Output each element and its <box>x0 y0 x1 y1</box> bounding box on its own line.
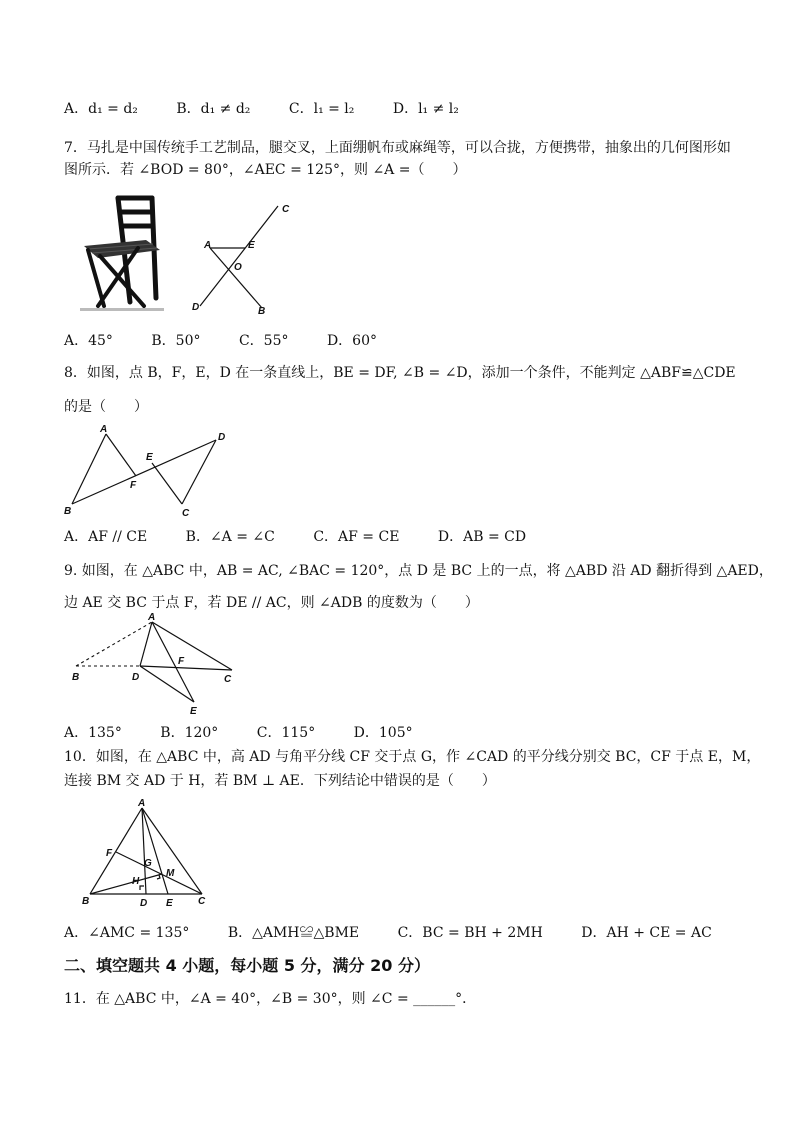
section-2-heading: 二、填空题共 4 小题，每小题 5 分，满分 20 分） <box>64 956 430 975</box>
q8-label-a: A <box>100 424 108 435</box>
q9-option-b[interactable]: B．120° <box>160 725 219 741</box>
q8-geometry-figure <box>60 420 240 520</box>
q8-label-e: E <box>146 452 153 463</box>
q10-label-h: H <box>132 876 140 887</box>
q10-option-a[interactable]: A．∠AMC = 135° <box>64 925 190 941</box>
q9-option-a[interactable]: A．135° <box>64 725 122 741</box>
q7-label-c: C <box>282 204 290 215</box>
q7-stem-line1: 7．马扎是中国传统手工艺制品，腿交叉，上面绷帆布或麻绳等，可以合拢，方便携带，抽象出的几何图形如 <box>64 140 731 156</box>
q8-option-c[interactable]: C．AF = CE <box>313 529 400 545</box>
q8-stem-line2: 的是（ ） <box>64 399 148 415</box>
q10-label-g: G <box>144 858 152 869</box>
q8-option-b[interactable]: B．∠A = ∠C <box>185 529 275 545</box>
q8-label-f: F <box>130 480 137 491</box>
q9-label-a: A <box>148 612 156 623</box>
q10-label-m: M <box>166 868 175 879</box>
q8-options <box>64 526 560 546</box>
q10-option-d[interactable]: D．AH + CE = AC <box>581 925 712 941</box>
q9-geometry-figure <box>64 612 244 716</box>
q7-option-d[interactable]: D．60° <box>326 333 377 349</box>
q7-options <box>64 330 411 350</box>
q7-label-e: E <box>248 240 255 251</box>
q6-option-b[interactable]: B．d₁ ≠ d₂ <box>176 101 251 117</box>
q9-stem-line1: 9. 如图，在 △ABC 中，AB = AC, ∠BAC = 120°，点 D 是 BC 上的一点，将 △ABD 沿 AD 翻折得到 △AED， <box>64 563 773 579</box>
q10-geometry-figure <box>76 796 216 916</box>
q9-option-c[interactable]: C．115° <box>256 725 316 741</box>
q10-label-e: E <box>166 898 173 909</box>
q10-label-c: C <box>198 896 206 907</box>
q10-stem-line2: 连接 BM 交 AD 于 H，若 BM ⊥ AE．下列结论中错误的是（ ） <box>64 773 496 789</box>
q9-options <box>64 722 447 742</box>
q7-option-a[interactable]: A．45° <box>64 333 113 349</box>
q10-label-d: D <box>140 898 148 909</box>
q7-stem-line2: 图所示．若 ∠BOD = 80°，∠AEC = 125°，则 ∠A =（ ） <box>64 162 467 178</box>
q8-label-d: D <box>218 432 226 443</box>
q9-option-d[interactable]: D．105° <box>353 725 413 741</box>
q9-label-f: F <box>178 656 185 667</box>
q10-option-b[interactable]: B．△AMH≌△BME <box>227 925 360 941</box>
q7-folding-stool-photo <box>78 190 168 314</box>
q7-geometry-figure <box>190 198 300 318</box>
q8-stem-line1: 8．如图，点 B，F，E，D 在一条直线上，BE = DF, ∠B = ∠D，添加一个条件，不能判定 △ABF≌△CDE <box>64 365 736 381</box>
q7-label-d: D <box>192 302 200 313</box>
q10-stem-line1: 10．如图，在 △ABC 中，高 AD 与角平分线 CF 交于点 G，作 ∠CAD 的平分线分别交 BC，CF 于点 E，M， <box>64 749 761 765</box>
q8-label-c: C <box>182 508 190 519</box>
q7-option-c[interactable]: C．55° <box>238 333 289 349</box>
q8-option-a[interactable]: A．AF // CE <box>64 529 148 545</box>
q7-label-o: O <box>234 262 242 273</box>
q10-label-a: A <box>138 798 146 809</box>
q11-stem: 11．在 △ABC 中，∠A = 40°，∠B = 30°，则 ∠C = ______°． <box>64 991 477 1007</box>
q8-option-d[interactable]: D．AB = CD <box>437 529 527 545</box>
q7-option-b[interactable]: B．50° <box>151 333 201 349</box>
q10-label-b: B <box>82 896 90 907</box>
q9-label-c: C <box>224 674 232 685</box>
q6-option-a[interactable]: A．d₁ = d₂ <box>64 101 138 117</box>
q7-label-a: A <box>204 240 212 251</box>
q6-options <box>64 98 493 118</box>
q10-label-f: F <box>106 848 113 859</box>
q10-option-c[interactable]: C．BC = BH + 2MH <box>397 925 543 941</box>
q9-label-e: E <box>190 706 197 716</box>
q8-label-b: B <box>64 506 72 517</box>
q9-label-d: D <box>132 672 140 683</box>
q6-option-c[interactable]: C．l₁ = l₂ <box>288 101 355 117</box>
q7-label-b: B <box>258 306 266 317</box>
q6-option-d[interactable]: D．l₁ ≠ l₂ <box>392 101 459 117</box>
q10-options <box>64 922 746 942</box>
q9-label-b: B <box>72 672 80 683</box>
q9-stem-line2: 边 AE 交 BC 于点 F，若 DE // AC，则 ∠ADB 的度数为（ ） <box>64 595 479 611</box>
